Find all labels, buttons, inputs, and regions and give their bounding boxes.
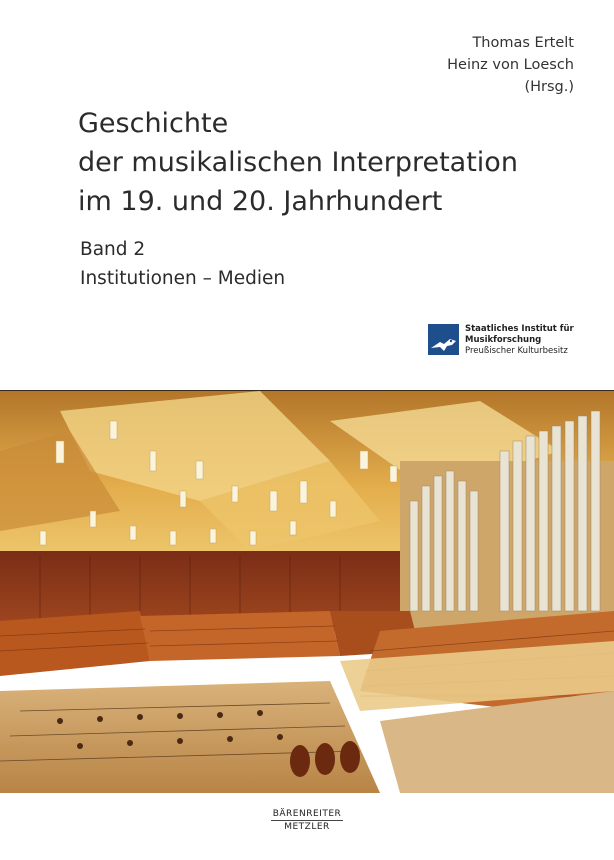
volume-subtitle: Institutionen – Medien: [80, 268, 286, 289]
editor-name-2: Heinz von Loesch: [447, 57, 574, 73]
concert-hall-photo: [0, 390, 614, 793]
editors: [447, 32, 574, 98]
institute-line-1: Staatliches Institut für: [465, 324, 574, 334]
concert-hall-illustration: [0, 391, 614, 793]
publisher-logo: [0, 808, 614, 833]
publisher-name-2: METZLER: [284, 822, 330, 832]
publisher-name-1: BÄRENREITER: [272, 809, 342, 819]
institute-line-3: Preußischer Kulturbesitz: [465, 346, 568, 356]
institute-line-2: Musikforschung: [465, 335, 542, 345]
institute-logo-block: [428, 324, 574, 357]
volume-info: [80, 235, 285, 293]
title-line-2: der musikalischen Interpretation: [78, 147, 518, 178]
institute-name: [465, 324, 574, 357]
title-line-3: im 19. und 20. Jahrhundert: [78, 186, 443, 217]
title-line-1: Geschichte: [78, 108, 229, 139]
editor-role: (Hrsg.): [524, 79, 574, 95]
book-title: [78, 104, 518, 221]
volume-number: Band 2: [80, 239, 146, 260]
eagle-emblem-icon: [428, 324, 459, 355]
editor-name-1: Thomas Ertelt: [472, 35, 574, 51]
